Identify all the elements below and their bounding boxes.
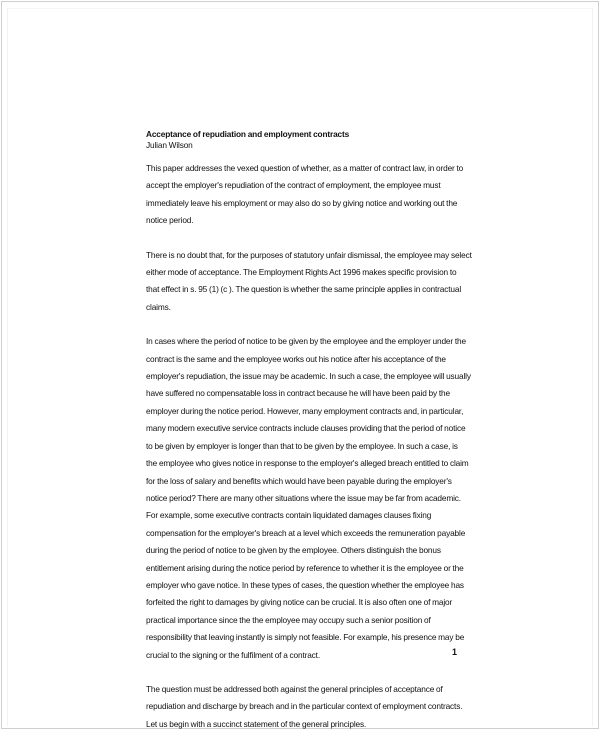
text-line: to be given by employer is longer than that to be given by the employee. In such a case, is xyxy=(146,440,458,451)
text-line: many modern executive service contracts include clauses providing that the period of notice xyxy=(146,423,466,434)
text-line: Let us begin with a succinct statement of the general principles. xyxy=(146,718,367,729)
text-line: repudiation and discharge by breach and in the particular context of employment contracts. xyxy=(146,701,463,712)
text-line: claims. xyxy=(146,301,171,312)
text-line: accept the employer's repudiation of the contract of employment, the employee must xyxy=(146,180,441,191)
text-line: contract is the same and the employee works out his notice after his acceptance of the xyxy=(146,353,446,364)
text-line: crucial to the signing or the fulfilment of a contract. xyxy=(146,649,320,660)
text-line: for the loss of salary and benefits which would have been payable during the employer's xyxy=(146,475,452,486)
document-author: Julian Wilson xyxy=(146,140,193,150)
paragraph-1 xyxy=(146,160,466,230)
text-line: employer during the notice period. However, many employment contracts and, in particular, xyxy=(146,405,464,416)
text-line: notice period. xyxy=(146,215,194,226)
text-line: compensation for the employer's breach at a level which exceeds the remuneration payable xyxy=(146,527,466,538)
text-line: responsibility that leaving instantly is simply not feasible. For example, his presence may be xyxy=(146,632,465,643)
text-line: immediately leave his employment or may also do so by giving notice and working out the xyxy=(146,197,458,208)
text-line: that effect in s. 95 (1) (c ). The question is whether the same principle applies in contractual xyxy=(146,284,462,295)
text-line: employer who gave notice. In these types of cases, the question whether the employee has xyxy=(146,579,464,590)
text-line: employer's repudiation, the issue may be academic. In such a case, the employee will usually xyxy=(146,371,471,382)
text-line: the employee who gives notice in response to the employer's alleged breach entitled to claim xyxy=(146,458,469,469)
document-title: Acceptance of repudiation and employment contracts xyxy=(146,129,350,139)
paragraph-4 xyxy=(146,681,466,733)
text-line: In cases where the period of notice to be given by the employee and the employer under the xyxy=(146,336,466,347)
text-line: practical importance since the the employee may occupy such a senior position of xyxy=(146,614,431,625)
paragraph-3 xyxy=(146,333,471,664)
text-line: during the period of notice to be given by the employee. Others distinguish the bonus xyxy=(146,545,441,556)
text-line: have suffered no compensatable loss in contract because he will have been paid by the xyxy=(146,388,450,399)
page-number: 1 xyxy=(452,647,458,657)
paragraph-2 xyxy=(146,247,472,317)
text-line: There is no doubt that, for the purposes of statutory unfair dismissal, the employee may select xyxy=(146,249,472,260)
text-line: This paper addresses the vexed question of whether, as a matter of contract law, in order to xyxy=(146,163,464,173)
text-line: For example, some executive contracts contain liquidated damages clauses fixing xyxy=(146,510,432,521)
text-line: entitlement arising during the notice period by reference to whether it is the employee or the xyxy=(146,562,464,573)
document-body xyxy=(146,129,472,750)
text-line: either mode of acceptance. The Employment Rights Act 1996 makes specific provision to xyxy=(146,267,457,278)
text-line: forfeited the right to damages by giving notice can be crucial. It is also often one of major xyxy=(146,597,453,608)
text-line: The question must be addressed both against the general principles of acceptance of xyxy=(146,683,443,694)
text-line: notice period? There are many other situations where the issue may be far from academic. xyxy=(146,492,461,503)
